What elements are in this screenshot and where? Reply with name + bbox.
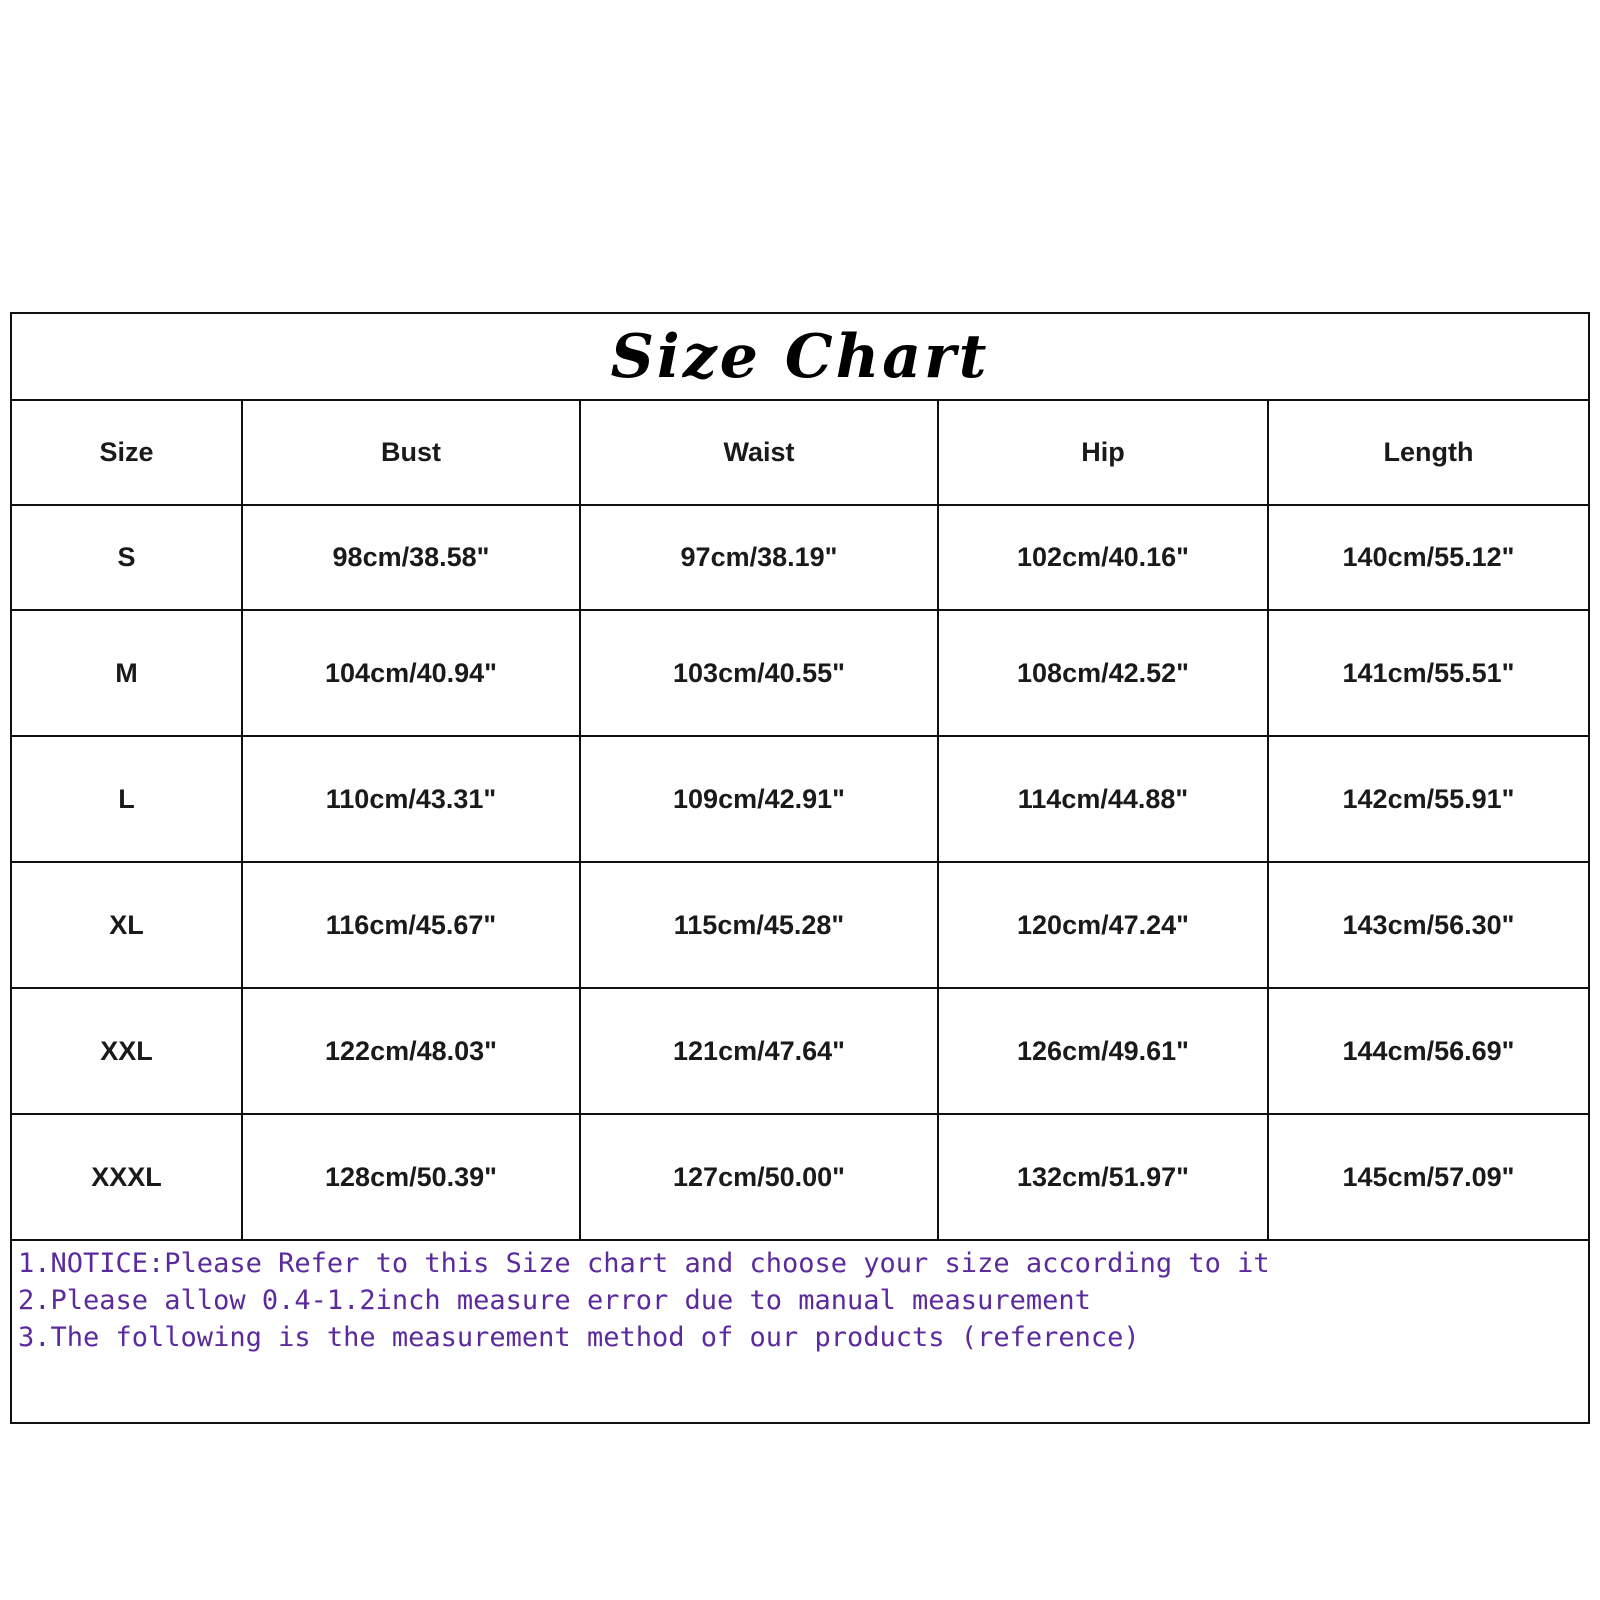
- table-row: [12, 988, 1588, 1114]
- hip-cell: 132cm/51.97": [938, 1114, 1268, 1240]
- waist-cell: 115cm/45.28": [580, 862, 938, 988]
- length-cell: 143cm/56.30": [1268, 862, 1588, 988]
- length-cell: 144cm/56.69": [1268, 988, 1588, 1114]
- hip-cell: 102cm/40.16": [938, 505, 1268, 610]
- hip-cell: 126cm/49.61": [938, 988, 1268, 1114]
- waist-cell: 103cm/40.55": [580, 610, 938, 736]
- size-cell: M: [12, 610, 242, 736]
- header-hip: Hip: [938, 401, 1268, 505]
- bust-cell: 128cm/50.39": [242, 1114, 580, 1240]
- size-cell: XXL: [12, 988, 242, 1114]
- bust-cell: 104cm/40.94": [242, 610, 580, 736]
- bust-cell: 116cm/45.67": [242, 862, 580, 988]
- size-chart: [10, 312, 1590, 1424]
- header-bust: Bust: [242, 401, 580, 505]
- table-row: [12, 610, 1588, 736]
- header-row: [12, 401, 1588, 505]
- waist-cell: 109cm/42.91": [580, 736, 938, 862]
- notes-section: [12, 1241, 1588, 1356]
- size-table: [12, 401, 1588, 1241]
- size-cell: S: [12, 505, 242, 610]
- table-row: [12, 1114, 1588, 1240]
- hip-cell: 108cm/42.52": [938, 610, 1268, 736]
- note-line: 3.The following is the measurement method of our products (reference): [18, 1322, 1140, 1353]
- length-cell: 145cm/57.09": [1268, 1114, 1588, 1240]
- bust-cell: 98cm/38.58": [242, 505, 580, 610]
- table-row: [12, 862, 1588, 988]
- waist-cell: 127cm/50.00": [580, 1114, 938, 1240]
- table-row: [12, 736, 1588, 862]
- length-cell: 141cm/55.51": [1268, 610, 1588, 736]
- note-line: 2.Please allow 0.4-1.2inch measure error due to manual measurement: [18, 1285, 1091, 1316]
- waist-cell: 97cm/38.19": [580, 505, 938, 610]
- length-cell: 142cm/55.91": [1268, 736, 1588, 862]
- bust-cell: 122cm/48.03": [242, 988, 580, 1114]
- header-waist: Waist: [580, 401, 938, 505]
- chart-title: Size Chart: [12, 314, 1588, 401]
- bust-cell: 110cm/43.31": [242, 736, 580, 862]
- size-cell: XL: [12, 862, 242, 988]
- length-cell: 140cm/55.12": [1268, 505, 1588, 610]
- header-size: Size: [12, 401, 242, 505]
- size-cell: L: [12, 736, 242, 862]
- table-row: [12, 505, 1588, 610]
- waist-cell: 121cm/47.64": [580, 988, 938, 1114]
- note-line: 1.NOTICE:Please Refer to this Size chart and choose your size according to it: [18, 1248, 1270, 1279]
- hip-cell: 120cm/47.24": [938, 862, 1268, 988]
- hip-cell: 114cm/44.88": [938, 736, 1268, 862]
- size-cell: XXXL: [12, 1114, 242, 1240]
- header-length: Length: [1268, 401, 1588, 505]
